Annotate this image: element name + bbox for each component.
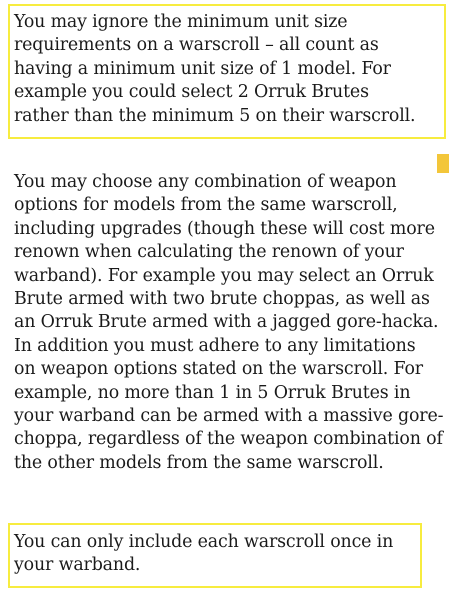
paragraph-minimum-unit-size [14,11,415,128]
text-line: choppa, regardless of the weapon combination of [14,429,443,450]
text-line: on weapon options stated on the warscroll. For [14,359,423,380]
text-line: renown when calculating the renown of your [14,242,404,263]
text-line: including upgrades (though these will cost more [14,218,435,239]
text-line: warband). For example you may select an Orruk [14,265,434,286]
text-line: You can only include each warscroll once in [14,532,394,552]
text-line: your warband. [14,555,141,576]
text-line: example you could select 2 Orruk Brutes [14,82,369,103]
text-line: You may ignore the minimum unit size [14,12,348,32]
text-line: You may choose any combination of weapon [14,172,397,192]
text-line: the other models from the same warscroll. [14,452,384,473]
paragraph-warscroll-once [14,531,393,578]
text-line: Brute armed with two brute choppas, as well as [14,289,430,310]
text-line: an Orruk Brute armed with a jagged gore-hacka. [14,312,439,333]
text-line: example, no more than 1 in 5 Orruk Brutes in [14,382,411,403]
text-line: requirements on a warscroll – all count as [14,35,379,56]
text-line: options for models from the same warscroll, [14,195,398,216]
text-line: having a minimum unit size of 1 model. For [14,58,391,79]
paragraph-weapon-options [14,171,443,475]
text-line: rather than the minimum 5 on their warscroll. [14,105,416,126]
text-line: In addition you must adhere to any limitations [14,335,416,356]
text-line: your warband can be armed with a massive gore- [14,406,444,427]
